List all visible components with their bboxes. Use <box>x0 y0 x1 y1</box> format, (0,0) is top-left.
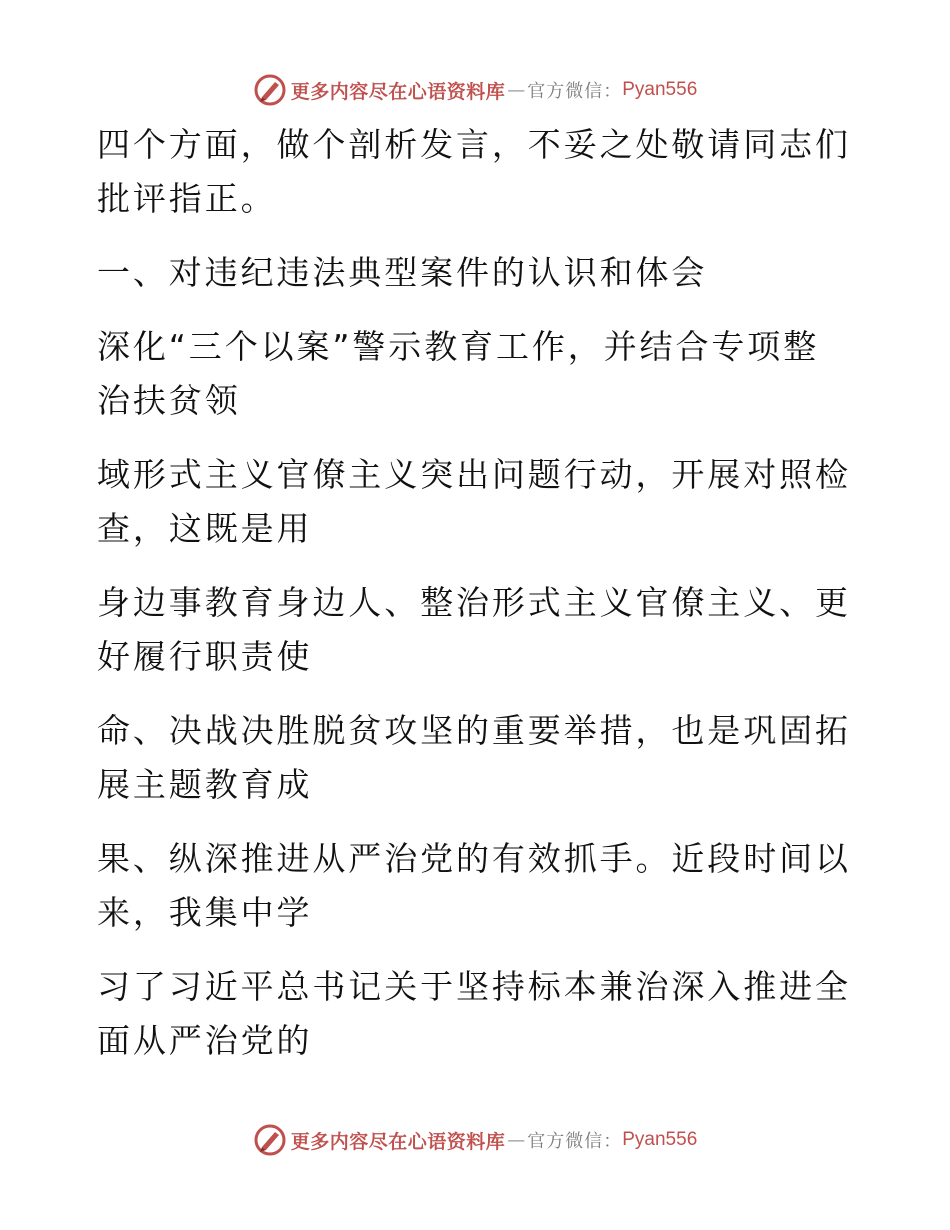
paragraph <box>97 960 851 1068</box>
watermark-separator: — <box>507 1129 526 1151</box>
paragraph <box>97 320 837 428</box>
text-line: 四个方面，做个剖析发言，不妥之处敬请同志们 <box>97 125 851 164</box>
text-line: 查，这既是用 <box>97 509 313 548</box>
text-line: 命、决战决胜脱贫攻坚的重要举措，也是巩固拓 <box>97 711 851 750</box>
text-line: 深化“三个以案”警示教育工作，并结合专项整 <box>97 327 820 366</box>
text-line: 好履行职责使 <box>97 637 313 676</box>
watermark-brand: 更多内容尽在心语资料库 <box>290 80 506 103</box>
watermark-handle: Pyan556 <box>622 79 698 100</box>
pen-logo-icon <box>253 73 287 107</box>
text-line: 治扶贫领 <box>97 381 241 420</box>
watermark-brand: 更多内容尽在心语资料库 <box>290 1130 506 1153</box>
text-line: 展主题教育成 <box>97 765 313 804</box>
watermark-header <box>0 70 950 110</box>
watermark-footer <box>0 1120 950 1160</box>
watermark-handle: Pyan556 <box>622 1129 698 1150</box>
watermark-label: 官方微信： <box>527 1131 623 1152</box>
text-line: 面从严治党的 <box>97 1021 313 1060</box>
paragraph <box>97 118 851 226</box>
paragraph <box>97 704 851 812</box>
text-line: 身边事教育身边人、整治形式主义官僚主义、更 <box>97 583 851 622</box>
watermark-separator: — <box>507 79 526 101</box>
document-body <box>97 118 851 1068</box>
text-line: 批评指正。 <box>97 179 277 218</box>
text-line: 果、纵深推进从严治党的有效抓手。近段时间以 <box>97 839 851 878</box>
text-line: 习了习近平总书记关于坚持标本兼治深入推进全 <box>97 967 851 1006</box>
text-line: 域形式主义官僚主义突出问题行动，开展对照检 <box>97 455 851 494</box>
text-line: 来，我集中学 <box>97 893 313 932</box>
text-line: 一、对违纪违法典型案件的认识和体会 <box>97 253 708 292</box>
section-heading <box>97 246 837 300</box>
watermark-label: 官方微信： <box>527 81 623 102</box>
pen-logo-icon <box>253 1123 287 1157</box>
paragraph <box>97 832 851 940</box>
paragraph <box>97 448 851 556</box>
paragraph <box>97 576 851 684</box>
